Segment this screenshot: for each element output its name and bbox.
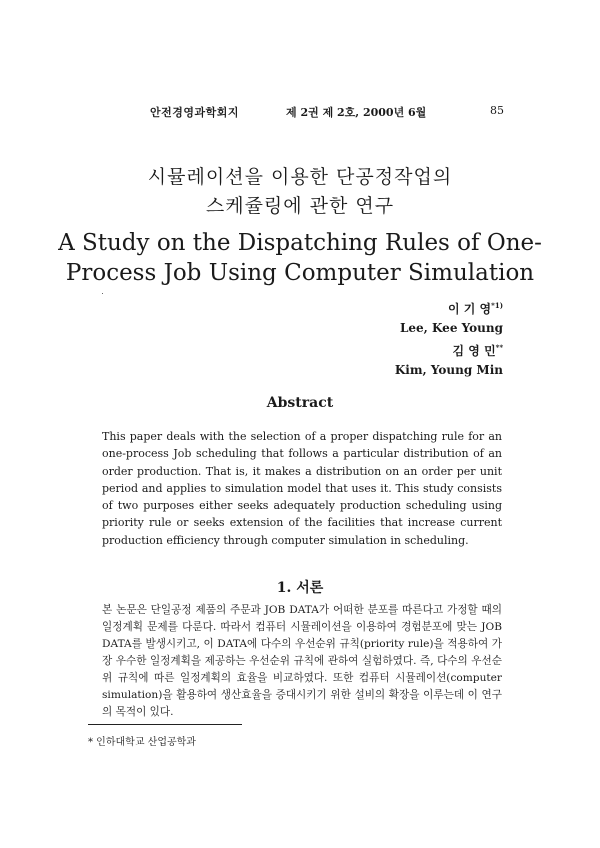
author-block <box>303 296 503 380</box>
section-1-heading: 1. 서론 <box>276 580 324 596</box>
abstract-heading: Abstract <box>266 395 334 411</box>
journal-name: 안전경영과학회지 <box>150 106 240 119</box>
korean-title-line-1: 시뮬레이션을 이용한 단공정작업의 <box>147 166 453 188</box>
author2-ko-name: 김 영 민 <box>452 344 496 358</box>
page-number: 85 <box>490 104 504 117</box>
author2-affiliation-mark: ** <box>495 343 503 352</box>
issue-info: 제 2권 제 2호, 2000년 6월 <box>286 106 427 119</box>
english-title-line-1: A Study on the Dispatching Rules of One- <box>58 230 542 256</box>
author1-korean <box>303 296 503 319</box>
running-header <box>0 104 600 120</box>
scan-speck <box>102 293 103 294</box>
footnote-affiliation: * 인하대학교 산업공학과 <box>88 737 196 748</box>
author1-english: Lee, Kee Young <box>399 321 503 335</box>
footnote-divider <box>88 724 242 725</box>
author1-ko-name: 이 기 영 <box>448 302 492 316</box>
section-1-body: 본 논문은 단일공정 제품의 주문과 JOB DATA가 어떠한 분포를 따른다고 가정할 때의 일정계획 문제를 다룬다. 따라서 컴퓨터 시뮬레이션을 이용하여 경험분포에 맞는 JOB DATA를 발생시키고, 이 DATA에 다수의 우선순위 규칙(priority rule)을 적용하여 가장 우수한 일정계획을 제공하는 우선순위 규칙에 관하여 실험하였다. 즉, 다수의 우선순위 규칙에 따른 일정계획의 효율을 비교하였다. 또한 컴퓨터 시뮬레이션(computer simulation)을 활용하여 생산효율을 증대시키기 위한 설비의 확장을 이루는데 이 연구의 목적이 있다. <box>102 604 502 718</box>
author1-affiliation-mark: *1) <box>491 301 503 310</box>
abstract-body: This paper deals with the selection of a proper dispatching rule for an one-process Job scheduling that follows a particular distribution of an order production. That is, it makes a distribution on an order per unit period and applies to simulation model that uses it. This study consists of two purposes either seeks adequately production scheduling using priority rule or seeks extension of the facilities that increase current production efficiency through computer simulation in scheduling. <box>102 430 502 547</box>
english-title-line-2: Process Job Using Computer Simulation <box>65 260 535 286</box>
author2-english: Kim, Young Min <box>394 363 503 377</box>
korean-title-line-2: 스케쥴링에 관한 연구 <box>205 195 395 217</box>
author2-korean <box>303 338 503 361</box>
